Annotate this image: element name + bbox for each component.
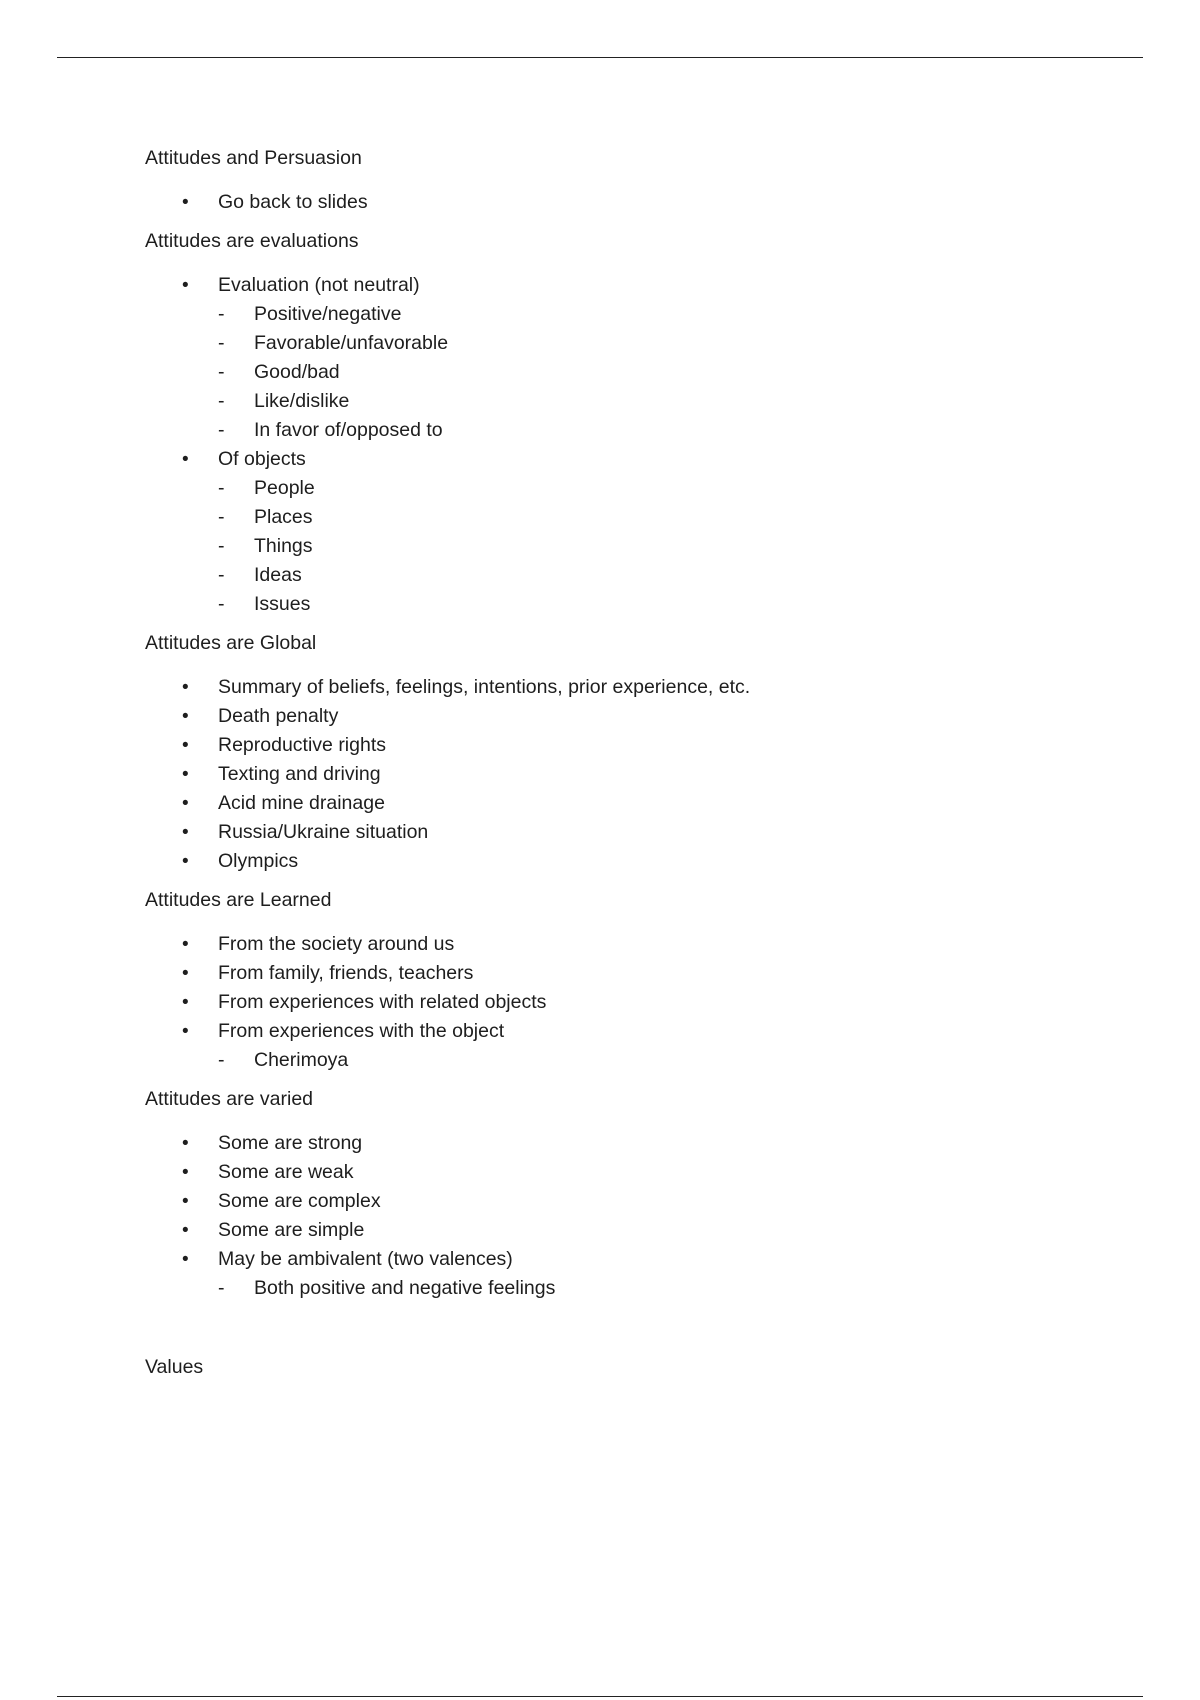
bullet-item (145, 445, 1105, 619)
sub-item: - Good/bad (218, 358, 1105, 387)
section (145, 631, 1105, 876)
bullet-text: Texting and driving (218, 763, 381, 785)
bullet-text: Olympics (218, 850, 299, 872)
bullet-item (145, 1129, 1105, 1158)
bullet-text: Summary of beliefs, feelings, intentions, prior experience, etc. (218, 676, 751, 698)
bullet-list (145, 188, 1105, 217)
bullet-item (145, 1216, 1105, 1245)
sub-item: - Ideas (218, 561, 1105, 590)
bullet-text: Reproductive rights (218, 734, 386, 756)
sub-list (218, 300, 1105, 445)
document-body (145, 146, 1105, 1379)
section (145, 1355, 1105, 1379)
sub-list (218, 474, 1105, 619)
bullet-text: Some are weak (218, 1161, 354, 1183)
bullet-item (145, 1017, 1105, 1075)
bullet-item (145, 760, 1105, 789)
bullet-list (145, 930, 1105, 1075)
footer-rule (57, 1696, 1143, 1697)
bullet-item (145, 1245, 1105, 1303)
section-heading: Values (145, 1356, 204, 1378)
bullet-text: Death penalty (218, 705, 339, 727)
sub-item: - Favorable/unfavorable (218, 329, 1105, 358)
sub-item: - People (218, 474, 1105, 503)
bullet-item (145, 818, 1105, 847)
bullet-item (145, 271, 1105, 445)
bullet-text: Russia/Ukraine situation (218, 821, 429, 843)
section-heading: Attitudes are evaluations (145, 230, 359, 252)
sub-item: - Things (218, 532, 1105, 561)
bullet-text: Evaluation (not neutral) (218, 274, 420, 296)
bullet-item (145, 673, 1105, 702)
bullet-item (145, 1158, 1105, 1187)
bullet-text: From family, friends, teachers (218, 962, 474, 984)
section (145, 888, 1105, 1075)
sub-item: - Both positive and negative feelings (218, 1274, 1105, 1303)
header-rule (57, 57, 1143, 58)
bullet-text: Some are simple (218, 1219, 365, 1241)
section-heading: Attitudes are varied (145, 1088, 314, 1110)
bullet-text: From experiences with the object (218, 1020, 505, 1042)
bullet-text: Acid mine drainage (218, 792, 385, 814)
section-heading: Attitudes are Global (145, 632, 317, 654)
section (145, 146, 1105, 217)
bullet-text: May be ambivalent (two valences) (218, 1248, 513, 1270)
sub-list (218, 1046, 1105, 1075)
section-heading: Attitudes and Persuasion (145, 147, 362, 169)
sub-list (218, 1274, 1105, 1303)
bullet-item (145, 959, 1105, 988)
bullet-text: From the society around us (218, 933, 455, 955)
bullet-text: Some are strong (218, 1132, 363, 1154)
bullet-item (145, 988, 1105, 1017)
bullet-text: Go back to slides (218, 191, 368, 213)
bullet-list (145, 271, 1105, 619)
bullet-item (145, 702, 1105, 731)
bullet-item (145, 847, 1105, 876)
bullet-list (145, 673, 1105, 876)
sub-item: - Positive/negative (218, 300, 1105, 329)
sub-item: - Cherimoya (218, 1046, 1105, 1075)
bullet-item (145, 731, 1105, 760)
bullet-item (145, 789, 1105, 818)
section (145, 229, 1105, 619)
bullet-item (145, 930, 1105, 959)
section-heading: Attitudes are Learned (145, 889, 332, 911)
sub-item: - Places (218, 503, 1105, 532)
sub-item: - Issues (218, 590, 1105, 619)
sub-item: - In favor of/opposed to (218, 416, 1105, 445)
bullet-item (145, 1187, 1105, 1216)
bullet-item (145, 188, 1105, 217)
section (145, 1087, 1105, 1303)
sub-item: - Like/dislike (218, 387, 1105, 416)
bullet-text: From experiences with related objects (218, 991, 547, 1013)
bullet-text: Of objects (218, 448, 306, 470)
bullet-text: Some are complex (218, 1190, 381, 1212)
bullet-list (145, 1129, 1105, 1303)
